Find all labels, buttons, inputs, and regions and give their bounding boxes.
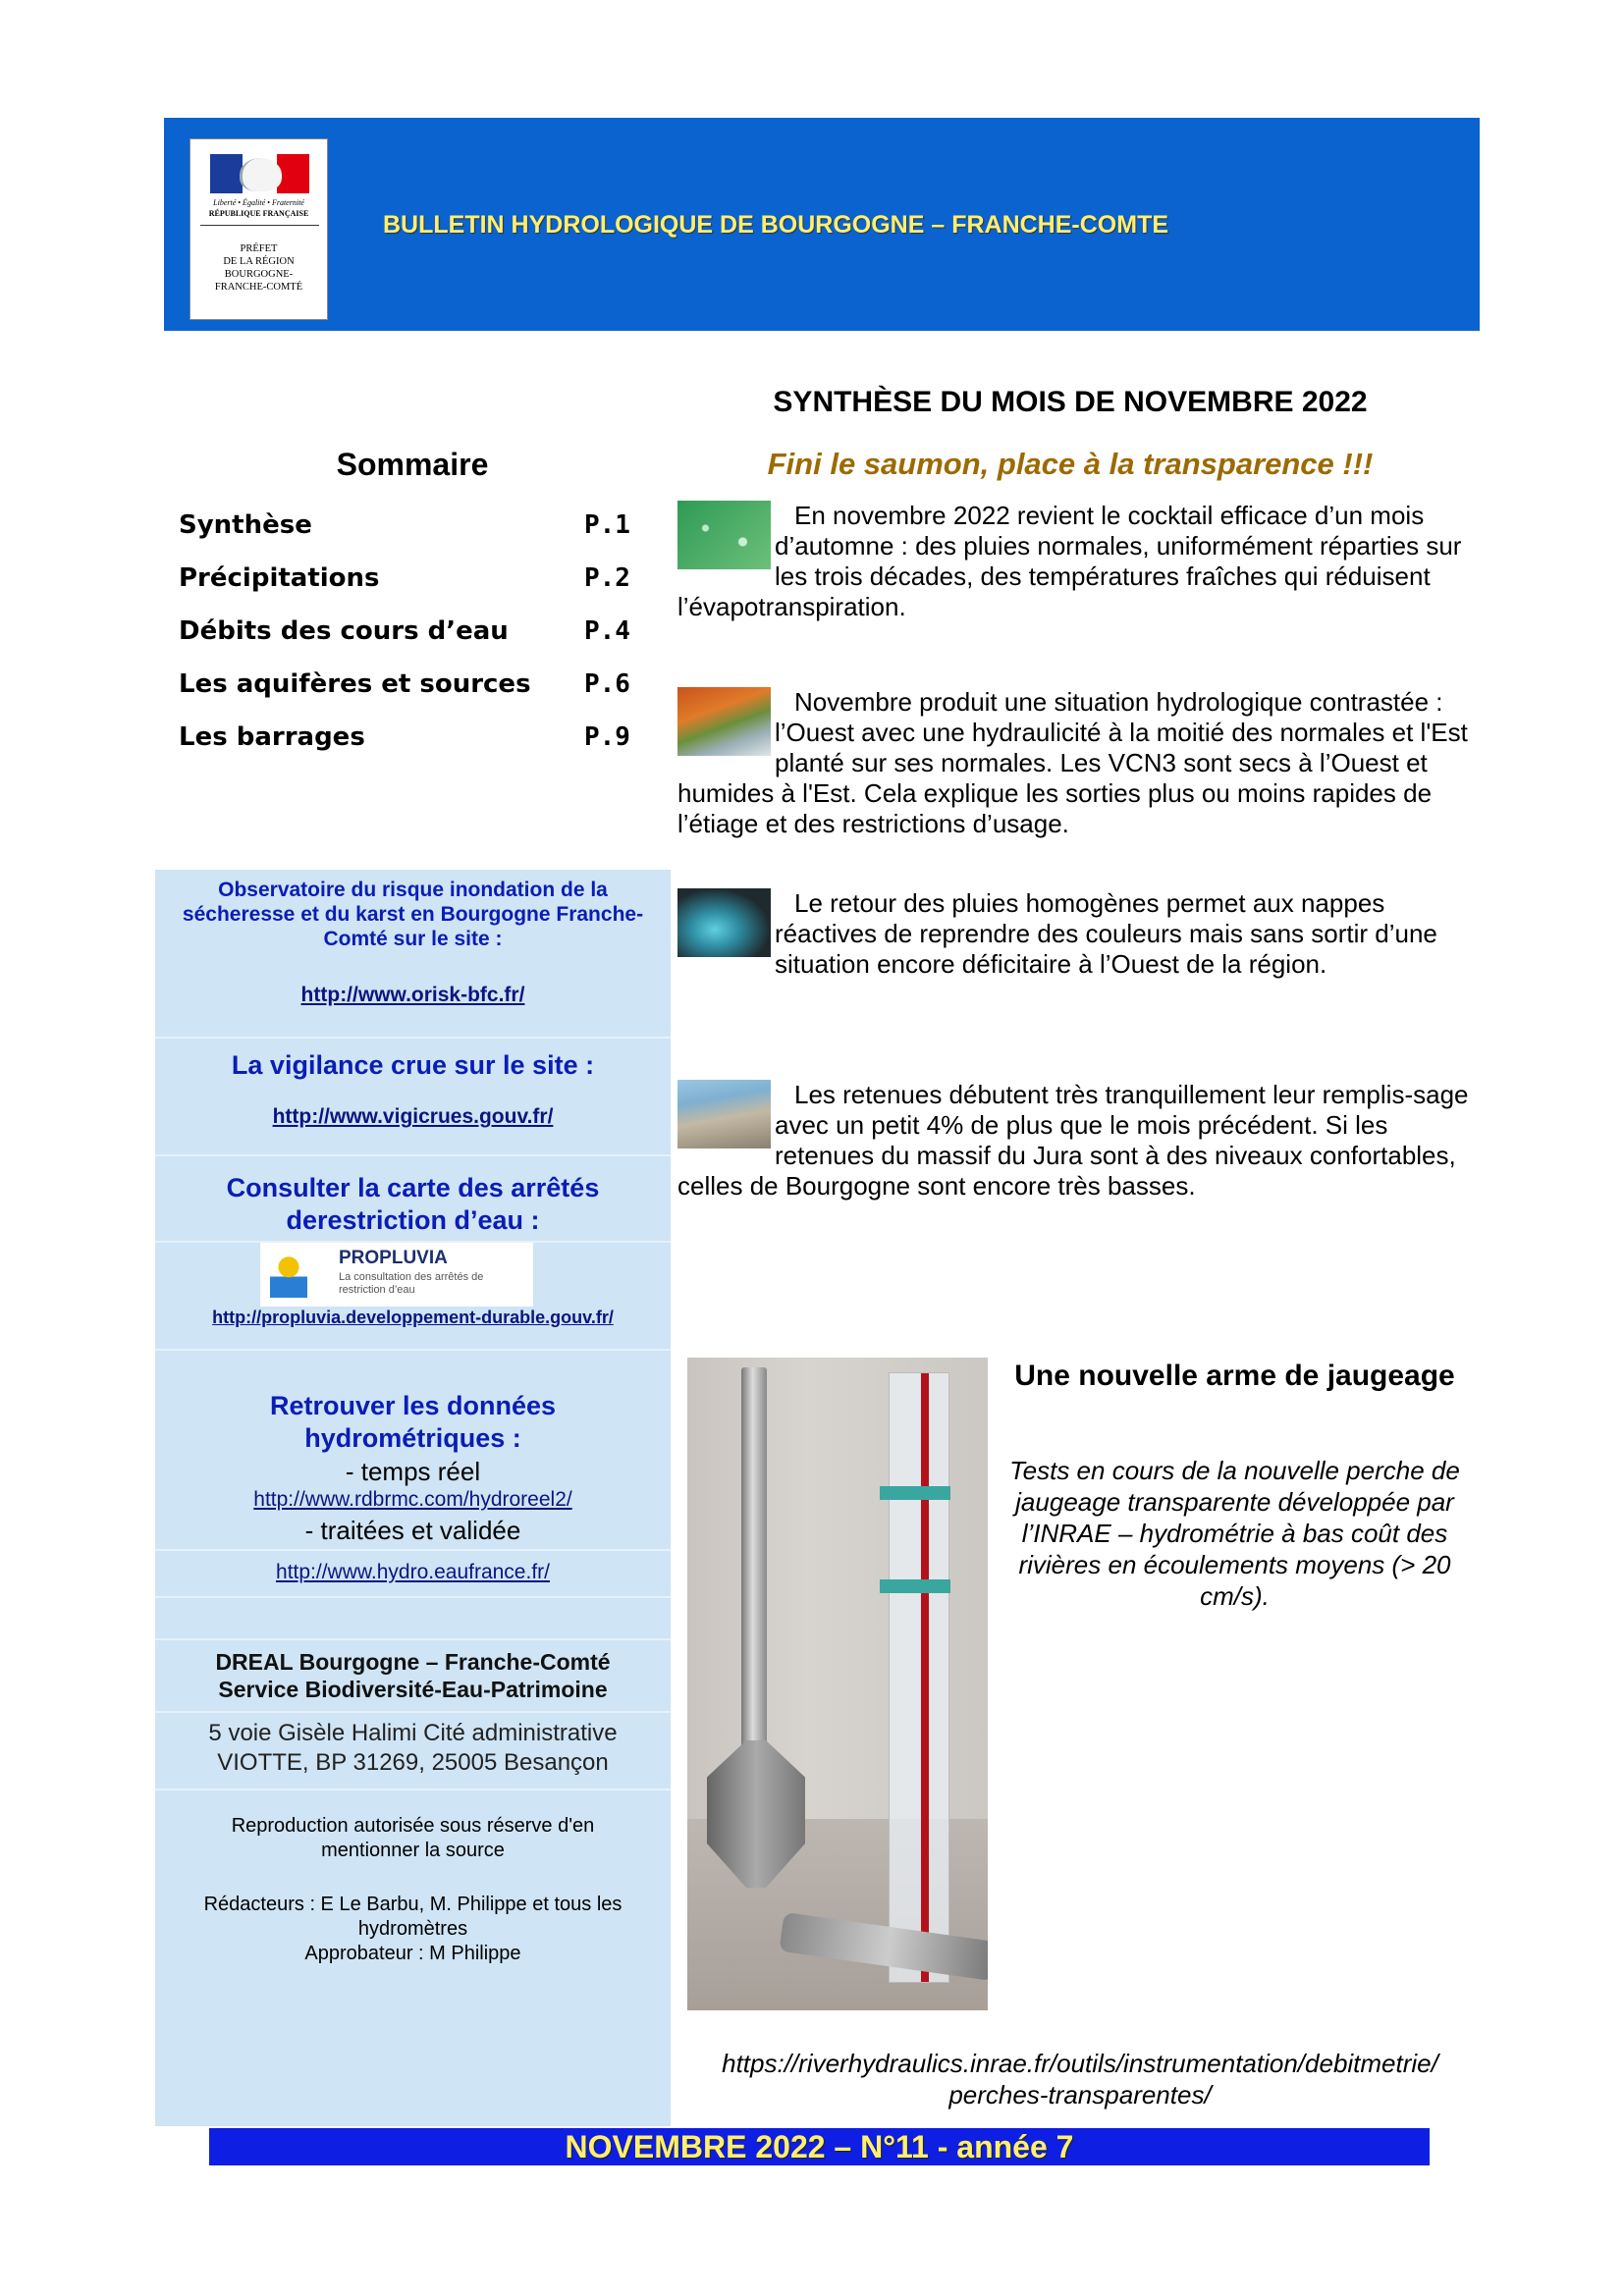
arme-title: Une nouvelle arme de jaugeage [1014,1360,1455,1392]
traitees-label: - traitées et validée [304,1516,521,1545]
temps-reel-label: - temps réel [345,1457,481,1486]
address-line-1: 5 voie Gisèle Halimi Cité administrative [208,1720,618,1746]
synthese-title: SYNTHÈSE DU MOIS DE NOVEMBRE 2022 [773,386,1368,418]
propluvia-tagline: La consultation des arrêtés de restriction d’eau [339,1271,484,1296]
arme-description: Tests en cours de la nouvelle perche de jaugeage transparente développée par l’INRAE – hydrométrie à bas coût des rivières en écoulements moyens (> 20 cm/s). [1009,1456,1460,1611]
footer-banner [209,2128,1430,2165]
propluvia-link[interactable]: http://propluvia.developpement-durable.gouv.fr/ [212,1308,614,1327]
orisk-link[interactable]: http://www.orisk-bfc.fr/ [300,984,525,1006]
toc-page: P.1 [584,510,630,540]
toc-label: Les aquifères et sources [179,669,531,699]
toc-page: P.6 [584,669,630,699]
footer-issue-label: NOVEMBRE 2022 – N°11 - année 7 [565,2129,1074,2164]
dam-thumbnail [677,1080,771,1148]
prefet-logo [189,138,328,320]
logo-motto: Liberté • Égalité • Fraternité [213,198,304,207]
dreal-name: DREAL Bourgogne – Franche-Comté [215,1649,611,1675]
arretes-label: Consulter la carte des arrêtés derestriction d’eau : [226,1173,600,1235]
reproduction-note: Reproduction autorisée sous réserve d'en mentionner la source [231,1815,595,1861]
marianne-flag-icon [210,154,309,193]
redacteurs-note: Rédacteurs : E Le Barbu, M. Philippe et tous les hydromètres [203,1894,623,1940]
toc-page: P.4 [584,616,630,646]
dreal-service: Service Biodiversité-Eau-Patrimoine [218,1677,608,1702]
cave-water-thumbnail [677,888,771,957]
raindrop-leaf-thumbnail [677,501,771,569]
synthese-paragraph: En novembre 2022 revient le cocktail efficace d’un mois d’automne : des pluies normales, uniformément réparties sur les trois décades, des températures fraîches qui réduisent l’évapotranspiration. [677,501,1462,621]
synthese-paragraph: Le retour des pluies homogènes permet aux nappes réactives de reprendre des couleurs mais sans sortir d’une situation encore déficitaire à l’Ouest de la région. [677,888,1483,980]
orisk-description: Observatoire du risque inondation de la sécheresse et du karst en Bourgogne Franche-Comté sur le site : [182,879,644,950]
toc-label: Précipitations [179,563,380,593]
hydro-eaufrance-link[interactable]: http://www.hydro.eaufrance.fr/ [276,1561,550,1583]
address-line-2: VIOTTE, BP 31269, 25005 Besançon [217,1749,609,1776]
synthese-paragraph: Les retenues débutent très tranquillement leur remplis-sage avec un petit 4% de plus que le mois précédent. Si les retenues du massif du Jura sont à des niveaux confortables, celles de Bourgogne sont encore très basses. [677,1080,1469,1201]
synthese-subtitle: Fini le saumon, place à la transparence !!! [767,447,1374,481]
gauging-perch-photo [687,1358,988,2010]
logo-republic: RÉPUBLIQUE FRANÇAISE [208,209,309,218]
bulletin-title: BULLETIN HYDROLOGIQUE DE BOURGOGNE – FRANCHE-COMTE [383,211,1169,239]
vigicrues-link[interactable]: http://www.vigicrues.gouv.fr/ [272,1105,554,1128]
rdbrmc-link[interactable]: http://www.rdbrmc.com/hydroreel2/ [253,1488,572,1511]
propluvia-brand: PROPLUVIA [339,1248,448,1268]
inrae-url[interactable]: https://riverhydraulics.inrae.fr/outils/instrumentation/debitmetrie/ perches-transparentes/ [722,2049,1438,2109]
sun-rain-icon [270,1251,307,1298]
logo-prefet: PRÉFET DE LA RÉGION BOURGOGNE- FRANCHE-COMTÉ [214,243,303,293]
info-sidebar [155,870,671,2126]
vigilance-label: La vigilance crue sur le site : [231,1050,595,1080]
propluvia-logo[interactable] [260,1243,533,1307]
toc-label: Les barrages [179,722,365,752]
sommaire-title: Sommaire [336,447,489,482]
autumn-river-thumbnail [677,687,771,756]
toc-page: P.2 [584,563,630,593]
approbateur-note: Approbateur : M Philippe [304,1943,521,1964]
donnees-label: Retrouver les données hydrométriques : [269,1391,557,1453]
toc-label: Débits des cours d’eau [179,616,509,646]
toc-label: Synthèse [179,510,312,540]
toc-page: P.9 [584,722,630,752]
synthese-paragraph: Novembre produit une situation hydrologique contrastée : l’Ouest avec une hydraulicité à la moitié des normales et l'Est planté sur ses normales. Les VCN3 sont secs à l’Ouest et humides à l'Est. Cela explique les sorties plus ou moins rapides de l’étiage et des restrictions d’usage. [677,687,1468,838]
